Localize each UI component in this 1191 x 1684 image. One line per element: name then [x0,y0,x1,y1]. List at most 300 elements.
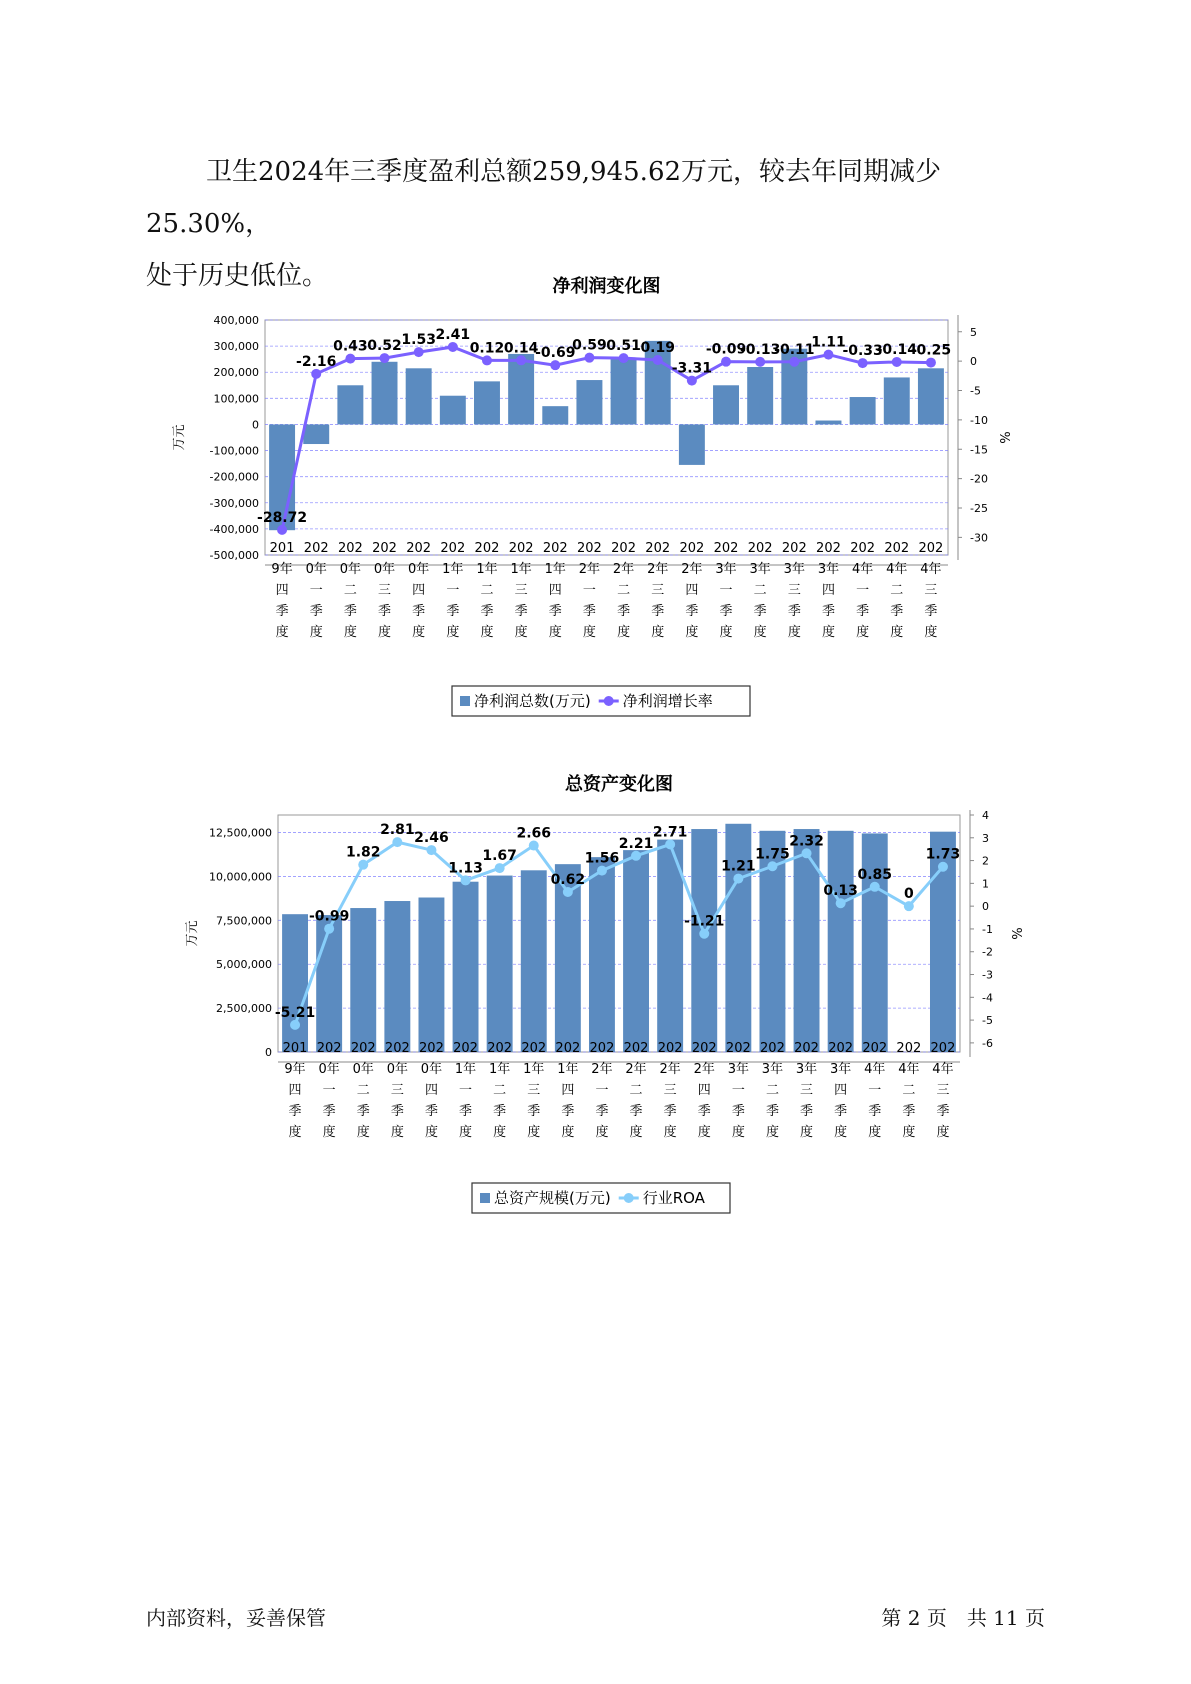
data-label: 2.21 [618,835,654,852]
x-tick-label: 一 [719,583,733,598]
line-point [426,845,436,855]
x-tick-label: 度 [787,625,801,640]
x-tick-label: 2年 [625,1062,647,1077]
data-label: 1.13 [448,860,483,877]
line-point [836,898,846,908]
x-tick-label: 二 [617,583,631,598]
x-tick-label: 度 [356,1125,370,1140]
x-tick-label: 9年 [284,1062,306,1077]
x-tick-label: 一 [446,583,460,598]
y2-axis-title: % [996,431,1011,444]
bar [406,368,432,424]
bar [418,898,444,1052]
x-tick-label: 202 [555,1041,581,1056]
bar [316,915,342,1052]
x-tick-label: 202 [645,541,671,556]
y2-tick-label: -30 [970,531,988,545]
data-label: 2.41 [435,326,471,343]
data-label: 0.12 [469,340,505,357]
x-tick-label: 202 [303,541,329,556]
line-point [619,353,629,363]
x-tick-label: 4年 [932,1062,954,1077]
x-tick-label: 4年 [864,1062,886,1077]
data-label: 0.85 [857,866,893,883]
x-tick-label: 二 [629,1083,643,1098]
x-tick-label: 2年 [591,1062,613,1077]
bar [747,367,773,424]
x-tick-label: 202 [542,541,568,556]
line-point [892,357,902,367]
line-point [358,860,368,870]
bar [850,397,876,424]
x-tick-label: 度 [412,625,426,640]
x-tick-label: 3年 [783,562,805,577]
x-tick-label: 季 [390,1104,404,1119]
line-point [563,887,573,897]
y-tick-label: 100,000 [213,392,259,406]
x-tick-label: 0年 [386,1062,408,1077]
x-tick-label: 2年 [659,1062,681,1077]
bar [815,421,841,425]
x-tick-label: 0年 [339,562,362,577]
x-tick-label: 202 [691,1041,717,1056]
line-point [380,353,390,363]
x-tick-label: 四 [548,583,562,598]
x-tick-label: 季 [787,604,801,619]
x-tick-label: 三 [663,1083,677,1098]
x-tick-label: 度 [548,625,562,640]
y-tick-label: 7,500,000 [216,914,272,928]
summary-line-1: 卫生2024年三季度盈利总额259,945.62万元，较去年同期减少25.30%， [146,157,942,239]
x-tick-label: 202 [453,1041,478,1056]
bar [474,381,500,424]
x-tick-label: 3年 [795,1062,818,1077]
y2-axis-title: % [1008,927,1023,940]
x-tick-label: 1年 [442,562,464,577]
bar [384,901,410,1052]
y-tick-label: 200,000 [213,366,259,380]
line-point [529,841,539,851]
y2-tick-label: 4 [982,809,989,822]
x-tick-label: 四 [685,583,699,598]
x-tick-label: 度 [480,625,494,640]
x-tick-label: 三 [800,1083,814,1098]
x-tick-label: 季 [924,604,938,619]
data-label: 1.73 [925,846,961,863]
footer-page-number: 第 2 页 共 11 页 [881,1606,1045,1630]
x-tick-label: 202 [589,1041,615,1056]
y2-tick-label: -5 [970,384,981,398]
x-tick-label: 202 [521,1041,547,1056]
x-tick-label: 季 [446,604,460,619]
y2-tick-label: -10 [970,413,988,427]
data-label: 0.13 [823,883,858,900]
bar [303,424,329,444]
data-label: -0.99 [308,908,350,925]
y-tick-label: 5,000,000 [216,958,272,972]
data-label: -2.16 [296,353,337,370]
x-tick-label: 度 [459,1125,473,1140]
data-label: 0 [903,886,914,903]
x-tick-label: 3年 [761,1062,784,1077]
x-tick-label: 四 [834,1083,848,1098]
x-tick-label: 季 [834,1104,848,1119]
x-tick-label: 季 [856,604,870,619]
x-tick-label: 季 [288,1104,302,1119]
x-tick-label: 1年 [510,562,532,577]
x-tick-label: 季 [343,604,357,619]
x-tick-label: 季 [651,604,665,619]
data-label: 0.19 [640,340,675,357]
x-tick-label: 三 [390,1083,404,1098]
x-tick-label: 0年 [305,562,327,577]
data-label: 1.75 [755,846,790,863]
x-tick-label: 三 [924,583,938,598]
line-point [631,851,641,861]
x-tick-label: 四 [697,1083,711,1098]
x-tick-label: 季 [617,604,631,619]
legend-line-marker [604,696,614,706]
data-label: -0.09 [705,341,747,358]
x-tick-label: 度 [685,625,699,640]
line-point [448,342,458,352]
x-tick-label: 三 [787,583,801,598]
line-point [482,355,492,365]
x-tick-label: 一 [582,583,596,598]
bar [487,876,513,1052]
y2-tick-label: 0 [982,900,989,914]
chart-title: 净利润变化图 [552,276,661,297]
x-tick-label: 1年 [523,1062,545,1077]
data-label: -0.14 [876,341,917,358]
x-tick-label: 3年 [715,562,737,577]
x-tick-label: 202 [918,541,944,556]
line-point [324,924,334,934]
x-tick-label: 202 [350,1041,376,1056]
x-tick-label: 季 [902,1104,916,1119]
bar [611,359,637,424]
bar [576,380,602,424]
bar [282,914,308,1052]
x-tick-label: 4年 [851,562,874,577]
x-tick-label: 度 [629,1125,643,1140]
data-label: 2.71 [652,824,688,841]
x-tick-label: 季 [765,1104,779,1119]
x-tick-label: 季 [663,1104,677,1119]
x-tick-label: 季 [322,1104,336,1119]
data-label: 1.21 [721,858,756,875]
data-label: -0.69 [535,345,576,362]
x-tick-label: 季 [561,1104,575,1119]
y-tick-label: 12,500,000 [209,826,272,840]
x-tick-label: 度 [309,625,323,640]
x-tick-label: 度 [493,1125,507,1140]
line-point [392,837,402,847]
line-point [584,353,594,363]
data-label: -5.21 [274,1004,316,1021]
x-tick-label: 3年 [749,562,771,577]
x-tick-label: 季 [629,1104,643,1119]
bar [884,377,910,424]
x-tick-label: 4年 [898,1062,920,1077]
x-tick-label: 202 [487,1041,513,1056]
x-tick-label: 四 [821,583,835,598]
x-tick-label: 202 [781,541,807,556]
line-point [345,354,355,364]
data-label: 0.52 [367,338,402,355]
x-tick-label: 202 [884,541,910,556]
x-tick-label: 二 [480,583,494,598]
x-tick-label: 度 [663,1125,677,1140]
bar [691,829,717,1052]
x-tick-label: 0年 [408,562,430,577]
y2-tick-label: -4 [982,991,993,1005]
x-tick-label: 9年 [271,562,293,577]
x-tick-label: 季 [595,1104,609,1119]
x-tick-label: 季 [514,604,528,619]
data-label: 1.82 [345,844,381,861]
x-tick-label: 二 [753,583,767,598]
line-point [938,862,948,872]
bar [679,424,705,464]
y2-tick-label: 2 [982,854,989,868]
y-tick-label: -200,000 [209,470,259,484]
bar [372,362,398,425]
x-tick-label: 202 [384,1041,410,1056]
x-tick-label: 三 [651,583,665,598]
y-tick-label: -100,000 [209,444,259,458]
x-tick-label: 2年 [578,562,601,577]
legend-bar-label: 净利润总数(万元) [474,692,591,710]
x-tick-label: 季 [356,1104,370,1119]
x-tick-label: 202 [577,541,602,556]
x-tick-label: 季 [936,1104,950,1119]
bar [440,396,466,425]
x-tick-label: 3年 [830,1062,852,1077]
bar [350,908,376,1052]
x-tick-label: 度 [924,625,938,640]
data-label: -0.13 [739,341,781,358]
x-tick-label: 度 [731,1125,745,1140]
x-tick-label: 2年 [647,562,669,577]
x-tick-label: 度 [765,1125,779,1140]
line-point [858,358,868,368]
line-point [665,839,675,849]
line-point [926,358,936,368]
y-tick-label: -300,000 [209,496,259,510]
x-tick-label: 二 [493,1083,507,1098]
y2-tick-label: -15 [970,443,988,457]
x-tick-label: 度 [753,625,767,640]
x-tick-label: 度 [834,1125,848,1140]
x-tick-label: 季 [424,1104,438,1119]
legend-line-marker [624,1193,634,1203]
x-tick-label: 202 [713,541,739,556]
y2-tick-label: 1 [982,877,989,891]
y-tick-label: 10,000,000 [209,870,272,884]
x-tick-label: 季 [582,604,596,619]
x-tick-label: 季 [527,1104,541,1119]
x-tick-label: 度 [561,1125,575,1140]
x-tick-label: 三 [936,1083,950,1098]
x-tick-label: 201 [269,541,295,556]
footer-confidential: 内部资料，妥善保管 [146,1606,326,1630]
line-point [789,357,799,367]
data-label: -3.31 [671,360,713,377]
y2-tick-label: -6 [982,1036,993,1050]
data-label: 1.56 [584,850,620,867]
y2-tick-label: 3 [982,831,989,845]
x-tick-label: 1年 [476,562,498,577]
x-tick-label: 202 [816,541,841,556]
x-tick-label: 季 [412,604,426,619]
bar [794,829,820,1052]
x-tick-label: 3年 [727,1062,749,1077]
data-label: -0.11 [774,341,815,358]
x-tick-label: 3年 [817,562,840,577]
x-tick-label: 202 [316,1041,342,1056]
total-assets-chart [0,770,1191,1230]
line-point [311,369,321,379]
x-tick-label: 2年 [681,562,703,577]
bar [542,406,568,424]
x-tick-label: 202 [850,541,876,556]
line-point [755,357,765,367]
x-tick-label: 202 [419,1041,444,1056]
x-tick-label: 202 [337,541,363,556]
line-point [516,355,526,365]
x-tick-label: 202 [828,1041,854,1056]
x-tick-label: 度 [697,1125,711,1140]
x-tick-label: 度 [890,625,904,640]
x-tick-label: 二 [765,1083,779,1098]
line-point [802,848,812,858]
x-tick-label: 202 [862,1041,888,1056]
x-tick-label: 度 [868,1125,882,1140]
data-label: -1.21 [684,913,725,930]
y2-tick-label: -5 [982,1014,993,1028]
x-tick-label: 4年 [920,562,942,577]
y-axis-title: 万元 [185,920,200,947]
x-tick-label: 四 [424,1083,438,1098]
line-point [823,350,833,360]
x-tick-label: 三 [378,583,392,598]
x-tick-label: 1年 [557,1062,579,1077]
x-tick-label: 季 [309,604,323,619]
data-label: 1.67 [482,848,517,865]
x-tick-label: 四 [412,583,426,598]
y2-tick-label: 5 [970,325,977,339]
bar [713,385,739,424]
bar [453,882,479,1052]
line-point [733,874,743,884]
x-tick-label: 0年 [352,1062,374,1077]
y2-tick-label: -1 [982,922,993,936]
line-point [277,525,287,535]
y2-tick-label: -25 [970,502,988,515]
x-tick-label: 四 [561,1083,575,1098]
x-tick-label: 1年 [544,562,566,577]
y-tick-label: -500,000 [209,549,259,562]
x-tick-label: 一 [595,1083,609,1098]
data-label: 1.11 [811,334,846,351]
data-label: -0.25 [910,342,952,359]
bar [521,870,547,1052]
net-profit-chart [0,270,1191,730]
line-point [699,929,709,939]
x-tick-label: 季 [697,1104,711,1119]
legend-line-label: 净利润增长率 [622,692,713,710]
x-tick-label: 二 [902,1083,916,1098]
y2-tick-label: -3 [982,968,993,982]
x-tick-label: 202 [747,541,773,556]
x-tick-label: 202 [474,541,500,556]
x-tick-label: 2年 [612,562,635,577]
line-point [597,866,607,876]
x-tick-label: 季 [459,1104,473,1119]
data-label: 2.32 [789,833,824,850]
x-tick-label: 度 [719,625,733,640]
x-tick-label: 度 [856,625,870,640]
x-tick-label: 度 [288,1125,302,1140]
y-tick-label: 0 [252,418,259,432]
x-tick-label: 三 [527,1083,541,1098]
line-point [721,357,731,367]
legend-line-label: 行业ROA [642,1189,705,1207]
x-tick-label: 202 [372,541,397,556]
data-label: 0.51 [606,338,641,355]
x-tick-label: 202 [611,541,636,556]
bar [623,850,649,1052]
bar [337,385,363,424]
legend-bar-swatch [460,696,470,706]
bar [589,857,615,1052]
data-label: -0.33 [842,343,883,360]
data-label: 0.62 [550,872,586,889]
x-tick-label: 季 [378,604,392,619]
x-tick-label: 三 [514,583,528,598]
x-tick-label: 一 [731,1083,745,1098]
line-point [290,1020,300,1030]
x-tick-label: 二 [356,1083,370,1098]
x-tick-label: 202 [725,1041,751,1056]
bar [828,831,854,1052]
x-tick-label: 202 [657,1041,683,1056]
x-tick-label: 0年 [318,1062,340,1077]
x-tick-label: 季 [753,604,767,619]
x-tick-label: 1年 [454,1062,477,1077]
data-label: 0.14 [503,340,539,357]
x-tick-label: 季 [719,604,733,619]
x-tick-label: 度 [800,1125,814,1140]
x-tick-label: 202 [930,1041,956,1056]
data-label: 0.59 [572,337,607,354]
line-point [550,360,560,370]
x-tick-label: 度 [821,625,835,640]
x-tick-label: 一 [856,583,870,598]
y-tick-label: 0 [265,1046,272,1059]
x-tick-label: 2年 [693,1062,715,1077]
x-tick-label: 度 [390,1125,404,1140]
line-point [653,355,663,365]
data-label: -28.72 [257,509,308,526]
x-tick-label: 度 [936,1125,950,1140]
legend-bar-swatch [480,1193,490,1203]
x-tick-label: 四 [275,583,289,598]
x-tick-label: 季 [480,604,494,619]
x-tick-label: 202 [406,541,432,556]
x-tick-label: 度 [322,1125,336,1140]
